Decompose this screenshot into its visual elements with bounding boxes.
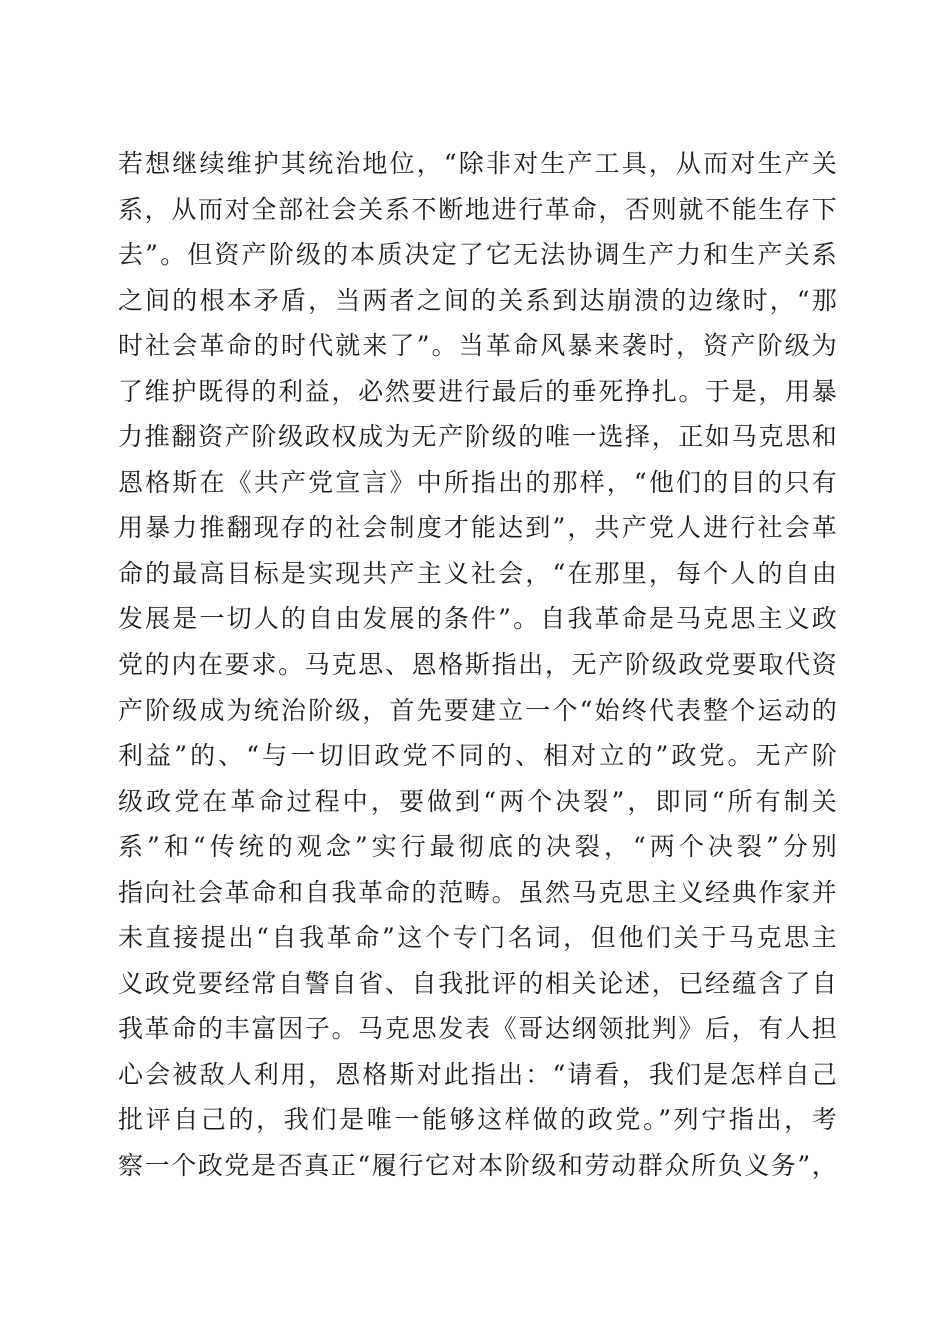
body-paragraph [118,141,838,1189]
text-line: 命的最高目标是实现共产主义社会，“在那里，每个人的自由 [118,558,838,588]
text-line: 去”。但资产阶级的本质决定了它无法协调生产力和生产关系 [118,240,838,270]
text-line: 恩格斯在《共产党宣言》中所指出的那样，“他们的目的只有 [118,467,838,497]
text-line: 产阶级成为统治阶级，首先要建立一个“始终代表整个运动的 [118,695,838,725]
text-line: 心会被敌人利用，恩格斯对此指出：“请看，我们是怎样自己 [118,1059,838,1089]
text-line: 批评自己的，我们是唯一能够这样做的政党。”列宁指出，考 [118,1105,838,1135]
text-line: 察一个政党是否真正“履行它对本阶级和劳动群众所负义务”， [118,1151,838,1181]
text-line: 党的内在要求。马克思、恩格斯指出，无产阶级政党要取代资 [118,650,838,680]
text-line: 时社会革命的时代就来了”。当革命风暴来袭时，资产阶级为 [118,331,838,361]
text-line: 系”和“传统的观念”实行最彻底的决裂，“两个决裂”分别 [118,832,838,862]
text-line: 级政党在革命过程中，要做到“两个决裂”，即同“所有制关 [118,786,838,816]
text-line: 发展是一切人的自由发展的条件”。自我革命是马克思主义政 [118,604,838,634]
text-line: 义政党要经常自警自省、自我批评的相关论述，已经蕴含了自 [118,968,838,998]
text-line: 利益”的、“与一切旧政党不同的、相对立的”政党。无产阶 [118,741,838,771]
text-line: 之间的根本矛盾，当两者之间的关系到达崩溃的边缘时，“那 [118,285,838,315]
text-line: 我革命的丰富因子。马克思发表《哥达纲领批判》后，有人担 [118,1014,838,1044]
text-line: 了维护既得的利益，必然要进行最后的垂死挣扎。于是，用暴 [118,376,838,406]
text-line: 力推翻资产阶级政权成为无产阶级的唯一选择，正如马克思和 [118,422,838,452]
text-line: 若想继续维护其统治地位，“除非对生产工具，从而对生产关 [118,149,838,178]
text-line: 指向社会革命和自我革命的范畴。虽然马克思主义经典作家并 [118,877,838,907]
text-line: 用暴力推翻现存的社会制度才能达到”，共产党人进行社会革 [118,513,838,543]
text-line: 未直接提出“自我革命”这个专门名词，但他们关于马克思主 [118,923,838,953]
text-line: 系，从而对全部社会关系不断地进行革命，否则就不能生存下 [118,194,838,224]
